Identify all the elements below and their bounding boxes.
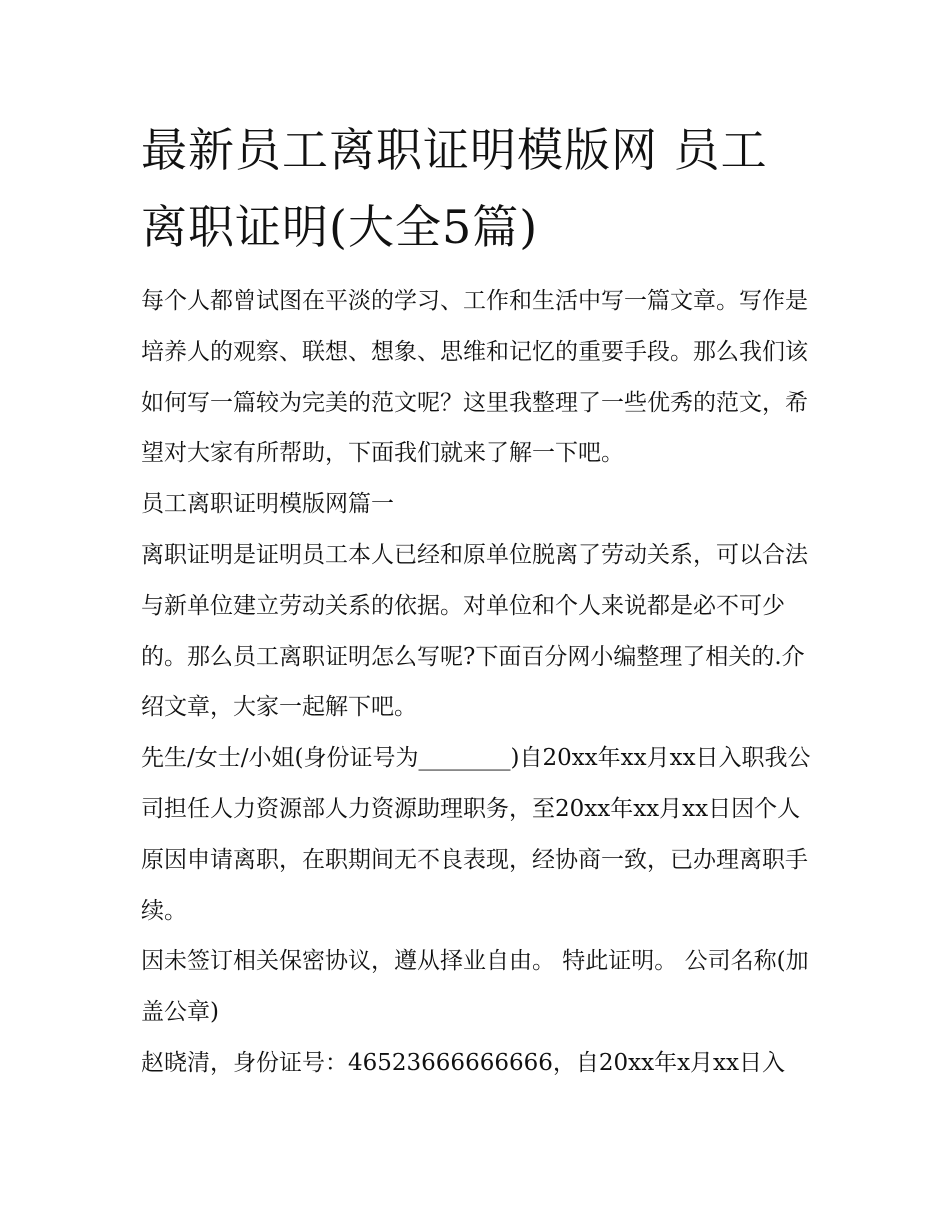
certificate-paragraph: 先生/女士/小姐(身份证号为________)自20xx年xx月xx日入职我公司担任人力资源部人力资源助理职务，至20xx年xx月xx日因个人原因申请离职，在职期间无不良表现，经协商一致，已办理离职手续。: [141, 745, 811, 924]
intro-paragraph: 每个人都曾试图在平淡的学习、工作和生活中写一篇文章。写作是培养人的观察、联想、想象、思维和记忆的重要手段。那么我们该如何写一篇较为完美的范文呢？这里我整理了一些优秀的范文，希望对大家有所帮助，下面我们就来了解一下吧。: [141, 288, 808, 467]
document-body: [141, 276, 813, 1089]
body-paragraph: 离职证明是证明员工本人已经和原单位脱离了劳动关系，可以合法与新单位建立劳动关系的依据。对单位和个人来说都是必不可少的。那么员工离职证明怎么写呢?下面百分网小编整理了相关的.介绍文章，大家一起解下吧。: [141, 541, 808, 721]
document-title: 最新员工离职证明模版网 员工离职证明(大全5篇): [141, 123, 768, 254]
certificate-closing: 因未签订相关保密协议，遵从择业自由。 特此证明。 公司名称(加盖公章): [141, 948, 809, 1026]
section-heading: 员工离职证明模版网篇一: [141, 491, 394, 518]
example-paragraph: 赵晓清，身份证号：46523666666666，自20xx年x月xx日入: [141, 1049, 785, 1076]
document-page: [141, 112, 813, 1089]
